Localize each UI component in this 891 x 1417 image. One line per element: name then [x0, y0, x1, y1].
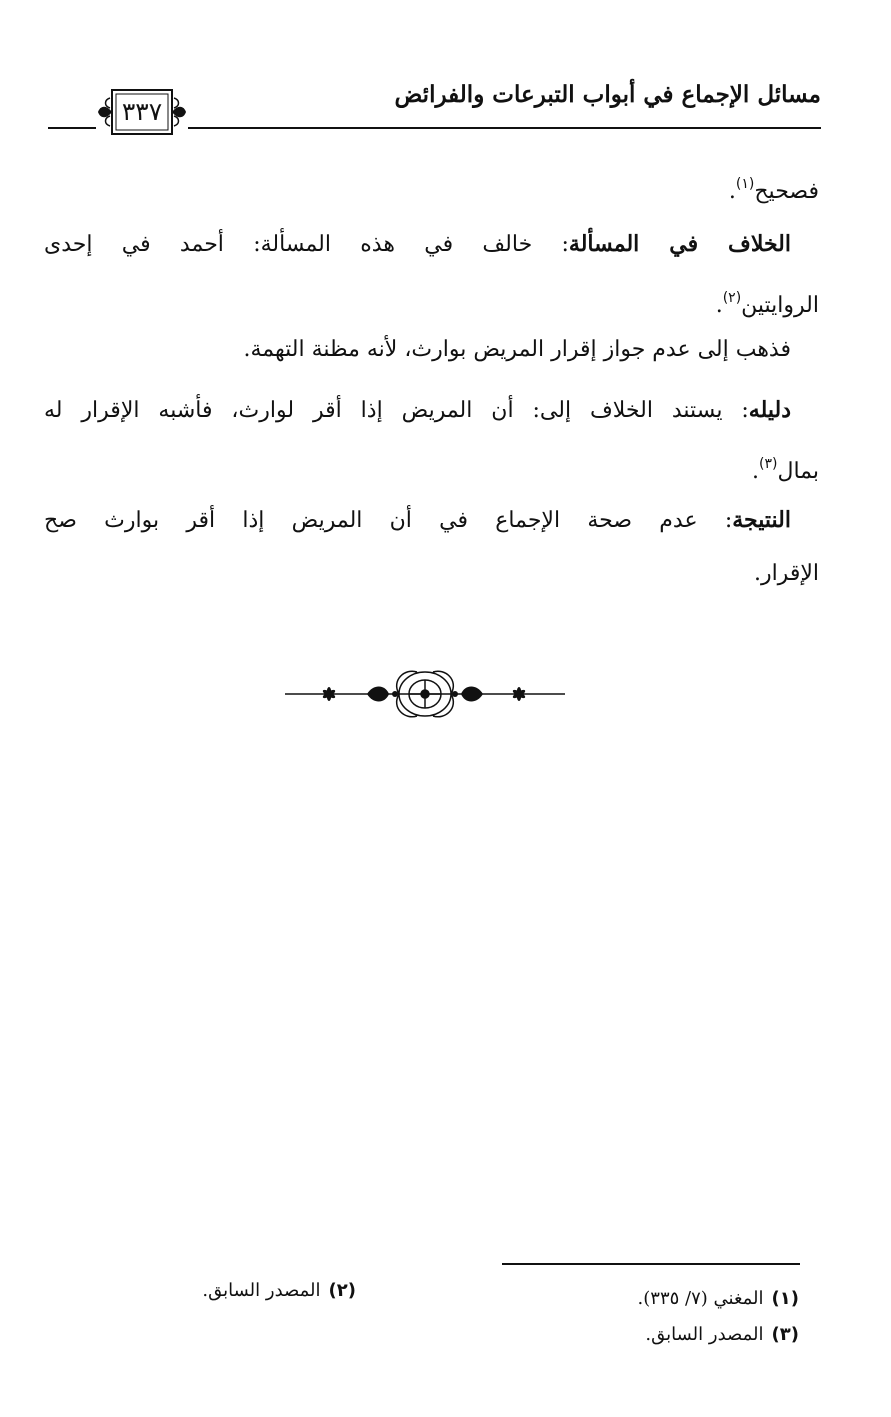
para-dhahab: [244, 330, 791, 370]
para-dalil-lead: دليله: [748, 397, 791, 423]
para-khilaf-tail: .: [715, 293, 723, 318]
footnote-2-text: المصدر السابق.: [202, 1280, 321, 1301]
footnote-rule: [502, 1263, 800, 1265]
para-natija-line1: [44, 500, 791, 541]
page-number-ornament: [96, 86, 188, 138]
footnote-1-text: المغني (٧/ ٣٣٥).: [637, 1288, 764, 1309]
para-dhahab-text: فذهب إلى عدم جواز إقرار المريض بوارث، لأنه مظنة التهمة.: [243, 337, 791, 362]
para-khilaf-rest: : خالف في هذه المسألة: أحمد في إحدى: [44, 232, 569, 257]
para-dalil-cont: بمال: [777, 459, 819, 484]
floral-divider-icon: [285, 664, 565, 724]
line-fasahih: [729, 164, 819, 212]
para-dalil-line1: [44, 390, 791, 431]
line-fasahih-text: فصحيح: [754, 179, 819, 204]
para-natija-cont: الإقرار.: [753, 561, 819, 586]
section-end-ornament: [285, 664, 565, 724]
footnote-ref-2: (٢): [722, 290, 742, 306]
para-khilaf-cont: الروايتين: [741, 293, 819, 318]
para-dalil-line2: [752, 444, 819, 492]
running-title: مسائل الإجماع في أبواب التبرعات والفرائض: [394, 81, 821, 108]
footnote-ref-3: (٣): [759, 456, 778, 472]
footnote-ref-1: (١): [735, 176, 755, 192]
para-khilaf-line2: [716, 278, 819, 326]
para-khilaf-line1: [44, 224, 791, 265]
footnote-2: [202, 1276, 356, 1306]
para-natija-rest: : عدم صحة الإجماع في أن المريض إذا أقر بوارث صح: [44, 508, 733, 533]
footnote-1-marker: (١): [771, 1288, 799, 1309]
footnote-2-marker: (٢): [328, 1280, 356, 1301]
para-khilaf-lead: الخلاف في المسألة: [568, 231, 791, 257]
footnote-3-text: المصدر السابق.: [645, 1324, 764, 1345]
footnote-3: [645, 1320, 799, 1350]
page-number: ٣٣٧: [121, 97, 163, 126]
para-natija-line2: [754, 554, 819, 594]
footnote-1: [638, 1284, 799, 1314]
line-fasahih-tail: .: [728, 179, 736, 204]
para-dalil-rest: : يستند الخلاف إلى: أن المريض إذا أقر لوارث، فأشبه الإقرار له: [44, 398, 749, 423]
para-dalil-tail: .: [752, 459, 759, 484]
para-natija-lead: النتيجة: [732, 507, 791, 533]
footnote-3-marker: (٣): [771, 1324, 799, 1345]
